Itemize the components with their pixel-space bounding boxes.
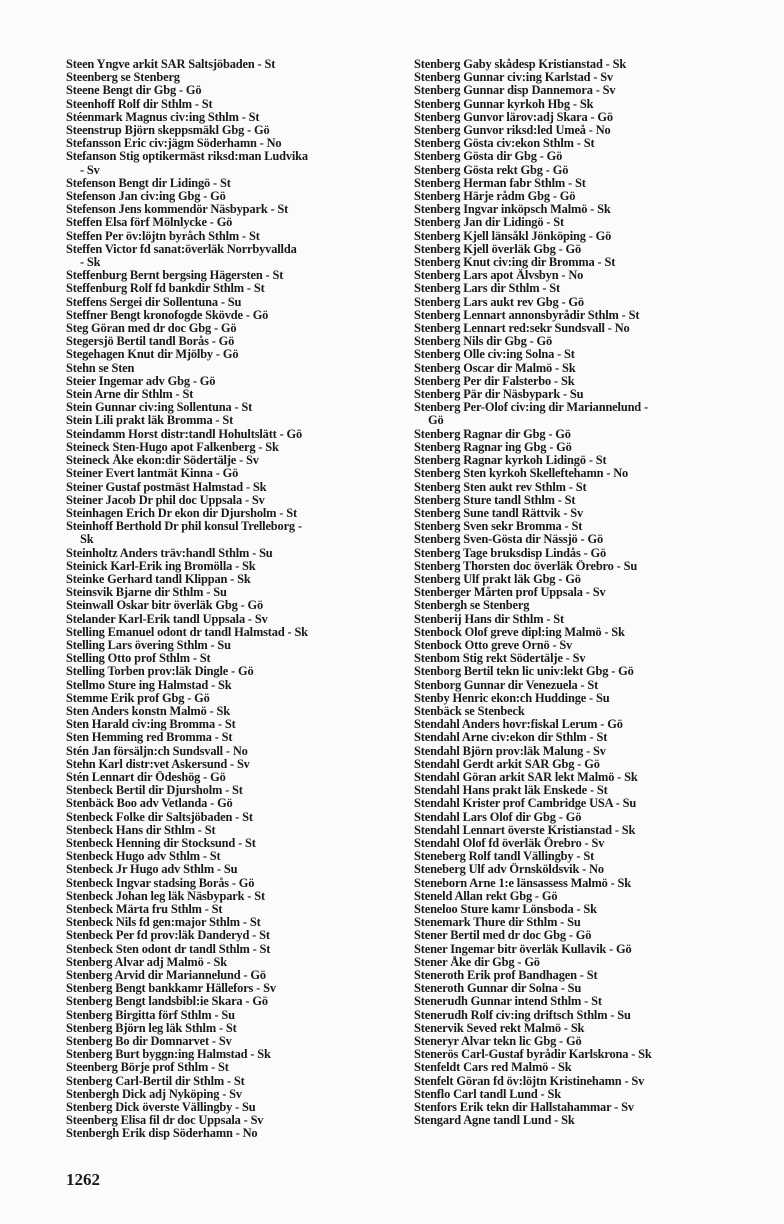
- directory-entry: Stenbeck Märta fru Sthlm - St: [66, 903, 223, 916]
- directory-entry: Stendahl Gerdt arkit SAR Gbg - Gö: [414, 757, 600, 771]
- directory-entry: Steg Göran med dr doc Gbg - Gö: [66, 322, 237, 336]
- directory-entry: Steneloo Sture kamr Lönsboda - Sk: [414, 903, 597, 916]
- directory-entry: Stenberg Jan dir Lidingö - St: [414, 216, 564, 230]
- directory-entry: Stenberg Olle civ:ing Solna - St: [414, 348, 575, 362]
- directory-entry: Stenberg Lars aukt rev Gbg - Gö: [414, 295, 584, 309]
- directory-entry: Stenbäck se Stenbeck: [414, 704, 525, 718]
- directory-entry: Stenberg Pär dir Näsbypark - Su: [414, 388, 584, 402]
- directory-entry: Steneborn Arne 1:e länsassess Malmö - Sk: [414, 876, 632, 890]
- directory-entry: Steiner Jacob Dr phil doc Uppsala - Sv: [66, 493, 265, 507]
- directory-entry: Stenberg Sven-Gösta dir Nässjö - Gö: [414, 533, 603, 547]
- directory-entry: Stenberg Lars dir Sthlm - St: [414, 282, 560, 296]
- directory-entry: Stenbom Stig rekt Södertälje - Sv: [414, 652, 586, 666]
- directory-entry: Stenberg Sune tandl Rättvik - Sv: [414, 506, 584, 520]
- directory-entry: Stenberg Bo dir Domnarvet - Sv: [66, 1035, 232, 1049]
- directory-entry: Stenbergh Erik disp Söderhamn - No: [66, 1127, 258, 1141]
- directory-entry: Stenbeck Per fd prov:läk Danderyd - St: [66, 929, 270, 943]
- directory-entry: Stenberg Knut civ:ing dir Bromma - St: [414, 256, 616, 270]
- directory-entry: Stelling Otto prof Sthlm - St: [66, 652, 211, 666]
- directory-entry: Stenberg Oscar dir Malmö - Sk: [414, 361, 576, 375]
- directory-entry: Stenbeck Bertil dir Djursholm - St: [66, 784, 243, 798]
- directory-entry: Stendahl Lars Olof dir Gbg - Gö: [414, 810, 582, 824]
- directory-entry: Steffner Bengt kronofogde Skövde - Gö: [66, 308, 269, 322]
- directory-entry: Stenbeck Ingvar stadsing Borås - Gö: [66, 876, 255, 890]
- directory-entry: Stehn se Sten: [66, 361, 135, 375]
- directory-entry: Stener Bertil med dr doc Gbg - Gö: [414, 929, 592, 943]
- directory-entry: Steneroth Erik prof Bandhagen - St: [414, 969, 598, 983]
- directory-entry: Steiner Evert lantmät Kinna - Gö: [66, 467, 239, 481]
- directory-entry: Stenberg Alvar adj Malmö - Sk: [66, 955, 227, 969]
- directory-entry: Stenberg Bengt landsbibl:ie Skara - Gö: [66, 995, 268, 1009]
- directory-entry: Stelander Karl-Erik tandl Uppsala - Sv: [66, 612, 268, 626]
- directory-entry: Stenbeck Henning dir Stocksund - St: [66, 836, 256, 850]
- directory-entry: Steffenburg Rolf fd bankdir Sthlm - St: [66, 282, 265, 296]
- directory-entry: Steenberg se Stenberg: [66, 71, 180, 85]
- directory-entry: Stenberg Gunnar disp Dannemora - Sv: [414, 84, 616, 98]
- directory-entry: Sten Hemming red Bromma - St: [66, 731, 233, 745]
- directory-entry: Stefenson Bengt dir Lidingö - St: [66, 176, 231, 190]
- directory-entry: Stenfeldt Cars red Malmö - Sk: [414, 1061, 572, 1075]
- directory-entry: Stein Lili prakt läk Bromma - St: [66, 414, 234, 428]
- directory-entry: Stenbeck Jr Hugo adv Sthlm - Su: [66, 863, 238, 877]
- directory-entry: Steinholtz Anders träv:handl Sthlm - Su: [66, 546, 273, 560]
- directory-entry: Stendahl Björn prov:läk Malung - Sv: [414, 744, 606, 758]
- directory-entry: Stein Gunnar civ:ing Sollentuna - St: [66, 401, 253, 415]
- directory-entry: Steier Ingemar adv Gbg - Gö: [66, 374, 216, 388]
- directory-entry: Steneld Allan rekt Gbg - Gö: [414, 889, 558, 903]
- directory-entry: Stener Åke dir Gbg - Gö: [414, 955, 540, 969]
- directory-entry: Stenberg Thorsten doc överläk Örebro - Su: [414, 559, 638, 573]
- directory-entry: Stenborg Bertil tekn lic univ:lekt Gbg - Gö: [414, 665, 634, 679]
- directory-entry: Stenfelt Göran fd öv:löjtn Kristinehamn - Sv: [414, 1074, 645, 1088]
- directory-entry: Stenberg Herman fabr Sthlm - St: [414, 176, 586, 190]
- directory-entry: Steinick Karl-Erik ing Bromölla - Sk: [66, 559, 256, 573]
- directory-entry: Stenberg Nils dir Gbg - Gö: [414, 335, 553, 349]
- directory-entry: Stéenmark Magnus civ:ing Sthlm - St: [66, 110, 260, 124]
- directory-entry: Steinhagen Erich Dr ekon dir Djursholm - St: [66, 506, 297, 520]
- directory-entry: Stefenson Jens kommendör Näsbypark - St: [66, 203, 289, 217]
- directory-entry: Stendahl Anders hovr:fiskal Lerum - Gö: [414, 718, 623, 732]
- directory-entry: Steenstrup Björn skeppsmäkl Gbg - Gö: [66, 124, 270, 138]
- directory-entry: Stegersjö Bertil tandl Borås - Gö: [66, 335, 235, 349]
- directory-entry: Steinke Gerhard tandl Klippan - Sk: [66, 572, 251, 586]
- directory-entry: Stenberg Sten aukt rev Sthlm - St: [414, 480, 587, 494]
- directory-entry: Stenbeck Hans dir Sthlm - St: [66, 823, 216, 837]
- directory-entry: Stenbock Otto greve Ornö - Sv: [414, 638, 573, 652]
- directory-entry: Stenberg Lennart annonsbyrådir Sthlm - St: [414, 308, 640, 322]
- directory-entry: Stenerudh Gunnar intend Sthlm - St: [414, 995, 602, 1009]
- directory-entry: Stenberg Sven sekr Bromma - St: [414, 520, 583, 534]
- directory-entry: Steinhoff Berthold Dr phil konsul Trelleborg -: [66, 520, 302, 534]
- directory-entry: Stenberg Lennart red:sekr Sundsvall - No: [414, 322, 630, 336]
- directory-entry: Stenberg Gösta civ:ekon Sthlm - St: [414, 137, 595, 151]
- directory-entry: Stenberg Gunnar kyrkoh Hbg - Sk: [414, 97, 594, 111]
- directory-entry: Stenberg Gunnar civ:ing Karlstad - Sv: [414, 71, 614, 85]
- directory-entry: Steen Yngve arkit SAR Saltsjöbaden - St: [66, 58, 276, 71]
- directory-entry: Stengard Agne tandl Lund - Sk: [414, 1114, 575, 1128]
- directory-entry: Stendahl Olof fd överläk Örebro - Sv: [414, 836, 605, 850]
- directory-entry: Stenberg Bengt bankkamr Hällefors - Sv: [66, 982, 276, 996]
- directory-entry: Stenberger Mårten prof Uppsala - Sv: [414, 586, 606, 600]
- directory-entry: Stén Jan försäljn:ch Sundsvall - No: [66, 744, 248, 758]
- left-column: [66, 58, 378, 1141]
- directory-entry: Stendahl Hans prakt läk Enskede - St: [414, 784, 608, 798]
- directory-entry: Stenberg Ulf prakt läk Gbg - Gö: [414, 572, 581, 586]
- directory-entry: Stenberg Kjell länsåkl Jönköping - Gö: [414, 229, 612, 243]
- directory-entry: Stellmo Sture ing Halmstad - Sk: [66, 678, 232, 692]
- directory-entry: Stendahl Göran arkit SAR lekt Malmö - Sk: [414, 770, 638, 784]
- directory-entry: Steffen Elsa förf Mölnlycke - Gö: [66, 216, 233, 230]
- directory-entry: Stener Ingemar bitr överläk Kullavik - Gö: [414, 942, 632, 956]
- directory-entry: Steenberg Elisa fil dr doc Uppsala - Sv: [66, 1114, 264, 1128]
- directory-entry: Stenborg Gunnar dir Venezuela - St: [414, 678, 599, 692]
- directory-entry: Stefenson Jan civ:ing Gbg - Gö: [66, 190, 226, 204]
- directory-entry: Stenberg Dick överste Vällingby - Su: [66, 1101, 256, 1115]
- directory-entry: Stenberg Birgitta förf Sthlm - Su: [66, 1008, 235, 1022]
- directory-entry: Stenberg Gunvor riksd:led Umeå - No: [414, 124, 611, 138]
- directory-entry: Stenbergh Dick adj Nyköping - Sv: [66, 1087, 242, 1101]
- directory-entry: - Sv: [80, 163, 100, 177]
- directory-entry: Stelling Torben prov:läk Dingle - Gö: [66, 665, 254, 679]
- directory-entry: Stenberg Ragnar ing Gbg - Gö: [414, 440, 572, 454]
- directory-entry: Steinwall Oskar bitr överläk Gbg - Gö: [66, 599, 264, 613]
- directory-entry: Stenbock Olof greve dipl:ing Malmö - Sk: [414, 625, 625, 639]
- directory-entry: Stein Arne dir Sthlm - St: [66, 388, 194, 402]
- directory-entry: Steffen Victor fd sanat:överläk Norrbyvallda: [66, 242, 297, 256]
- directory-entry: Stenbeck Sten odont dr tandl Sthlm - St: [66, 942, 271, 956]
- directory-entry: Stenbäck Boo adv Vetlanda - Gö: [66, 797, 233, 811]
- directory-entry: Steneryr Alvar tekn lic Gbg - Gö: [414, 1035, 582, 1049]
- directory-entry: Stenberg Gaby skådesp Kristianstad - Sk: [414, 58, 627, 71]
- directory-entry: Stelling Lars övering Sthlm - Su: [66, 638, 231, 652]
- directory-entry: Stenberg Ragnar kyrkoh Lidingö - St: [414, 454, 607, 468]
- directory-entry: Stenberg Carl-Bertil dir Sthlm - St: [66, 1074, 245, 1088]
- directory-entry: Stenbeck Johan leg läk Näsbypark - St: [66, 889, 265, 903]
- directory-entry: Steineck Åke ekon:dir Södertälje - Sv: [66, 454, 259, 468]
- directory-entry: Stenemark Thure dir Sthlm - Su: [414, 916, 581, 930]
- directory-entry: Stenberij Hans dir Sthlm - St: [414, 612, 564, 626]
- directory-entry: Stendahl Arne civ:ekon dir Sthlm - St: [414, 731, 608, 745]
- directory-entry: Steneberg Ulf adv Örnsköldsvik - No: [414, 863, 604, 877]
- directory-entry: Sten Anders konstn Malmö - Sk: [66, 704, 230, 718]
- directory-entry: Steiner Gustaf postmäst Halmstad - Sk: [66, 480, 267, 494]
- directory-entry: Stemme Erik prof Gbg - Gö: [66, 691, 210, 705]
- directory-entry: Sten Harald civ:ing Bromma - St: [66, 718, 236, 732]
- directory-entry: Steenhoff Rolf dir Sthlm - St: [66, 97, 213, 111]
- directory-entry: Stenfors Erik tekn dir Hallstahammar - Sv: [414, 1101, 634, 1115]
- right-column: [414, 58, 734, 1127]
- directory-entry: Stefansson Eric civ:jägm Söderhamn - No: [66, 137, 282, 151]
- directory-entry: Steffenburg Bernt bergsing Hägersten - St: [66, 269, 284, 283]
- directory-entry: Stenberg Gösta dir Gbg - Gö: [414, 150, 563, 164]
- directory-entry: Stehn Karl distr:vet Askersund - Sv: [66, 757, 250, 771]
- directory-entry: - Sk: [80, 256, 101, 270]
- directory-entry: Stegehagen Knut dir Mjölby - Gö: [66, 348, 239, 362]
- directory-entry: Steinsvik Bjarne dir Sthlm - Su: [66, 586, 227, 600]
- directory-entry: Stenberg Sten kyrkoh Skelleftehamn - No: [414, 467, 629, 481]
- page-number: 1262: [66, 1170, 100, 1189]
- directory-entry: Sk: [80, 533, 94, 547]
- directory-entry: Stenberg Sture tandl Sthlm - St: [414, 493, 576, 507]
- directory-entry: Stenberg Per-Olof civ:ing dir Mariannelund -: [414, 401, 648, 415]
- directory-entry: Steneroth Gunnar dir Solna - Su: [414, 982, 582, 996]
- directory-entry: Stenberg Tage bruksdisp Lindås - Gö: [414, 546, 607, 560]
- directory-entry: Stén Lennart dir Ödeshög - Gö: [66, 770, 226, 784]
- directory-entry: Stenberg Kjell överläk Gbg - Gö: [414, 242, 582, 256]
- directory-entry: Stenberg Härje rådm Gbg - Gö: [414, 190, 576, 204]
- directory-entry: Stefanson Stig optikermäst riksd:man Ludvika: [66, 150, 308, 164]
- directory-entry: Stenby Henric ekon:ch Huddinge - Su: [414, 691, 610, 705]
- directory-entry: Stenbergh se Stenberg: [414, 599, 530, 613]
- directory-entry: Stenberg Burt byggn:ing Halmstad - Sk: [66, 1048, 271, 1062]
- directory-entry: Steneberg Rolf tandl Vällingby - St: [414, 850, 595, 864]
- directory-entry: Stenerudh Rolf civ:ing driftsch Sthlm - Su: [414, 1008, 631, 1022]
- directory-entry: Stenberg Gösta rekt Gbg - Gö: [414, 163, 569, 177]
- directory-entry: Stenberg Ragnar dir Gbg - Gö: [414, 427, 571, 441]
- directory-entry: Gö: [428, 414, 444, 428]
- directory-entry: Steffen Per öv:löjtn byråch Sthlm - St: [66, 229, 260, 243]
- directory-entry: Stendahl Lennart överste Kristianstad - Sk: [414, 823, 636, 837]
- directory-entry: Stenberg Arvid dir Mariannelund - Gö: [66, 969, 266, 983]
- directory-entry: Stenberg Lars apot Älvsbyn - No: [414, 269, 584, 283]
- directory-entry: Stendahl Krister prof Cambridge USA - Su: [414, 797, 637, 811]
- directory-entry: Stenbeck Hugo adv Sthlm - St: [66, 850, 221, 864]
- directory-entry: Stelling Emanuel odont dr tandl Halmstad - Sk: [66, 625, 308, 639]
- directory-entry: Stenerös Carl-Gustaf byrådir Karlskrona - Sk: [414, 1048, 652, 1062]
- directory-entry: Steenberg Börje prof Sthlm - St: [66, 1061, 229, 1075]
- directory-entry: Stenervik Seved rekt Malmö - Sk: [414, 1021, 585, 1035]
- directory-entry: Stenbeck Folke dir Saltsjöbaden - St: [66, 810, 253, 824]
- directory-entry: Stenflo Carl tandl Lund - Sk: [414, 1087, 561, 1101]
- directory-entry: Steffens Sergei dir Sollentuna - Su: [66, 295, 242, 309]
- directory-entry: Stenberg Björn leg läk Sthlm - St: [66, 1021, 237, 1035]
- directory-entry: Steineck Sten-Hugo apot Falkenberg - Sk: [66, 440, 279, 454]
- directory-entry: Stenbeck Nils fd gen:major Sthlm - St: [66, 916, 261, 930]
- directory-entry: Steindamm Horst distr:tandl Hohultslätt - Gö: [66, 427, 303, 441]
- directory-entry: Steene Bengt dir Gbg - Gö: [66, 84, 202, 98]
- directory-entry: Stenberg Gunvor lärov:adj Skara - Gö: [414, 110, 613, 124]
- directory-entry: Stenberg Per dir Falsterbo - Sk: [414, 374, 575, 388]
- directory-entry: Stenberg Ingvar inköpsch Malmö - Sk: [414, 203, 611, 217]
